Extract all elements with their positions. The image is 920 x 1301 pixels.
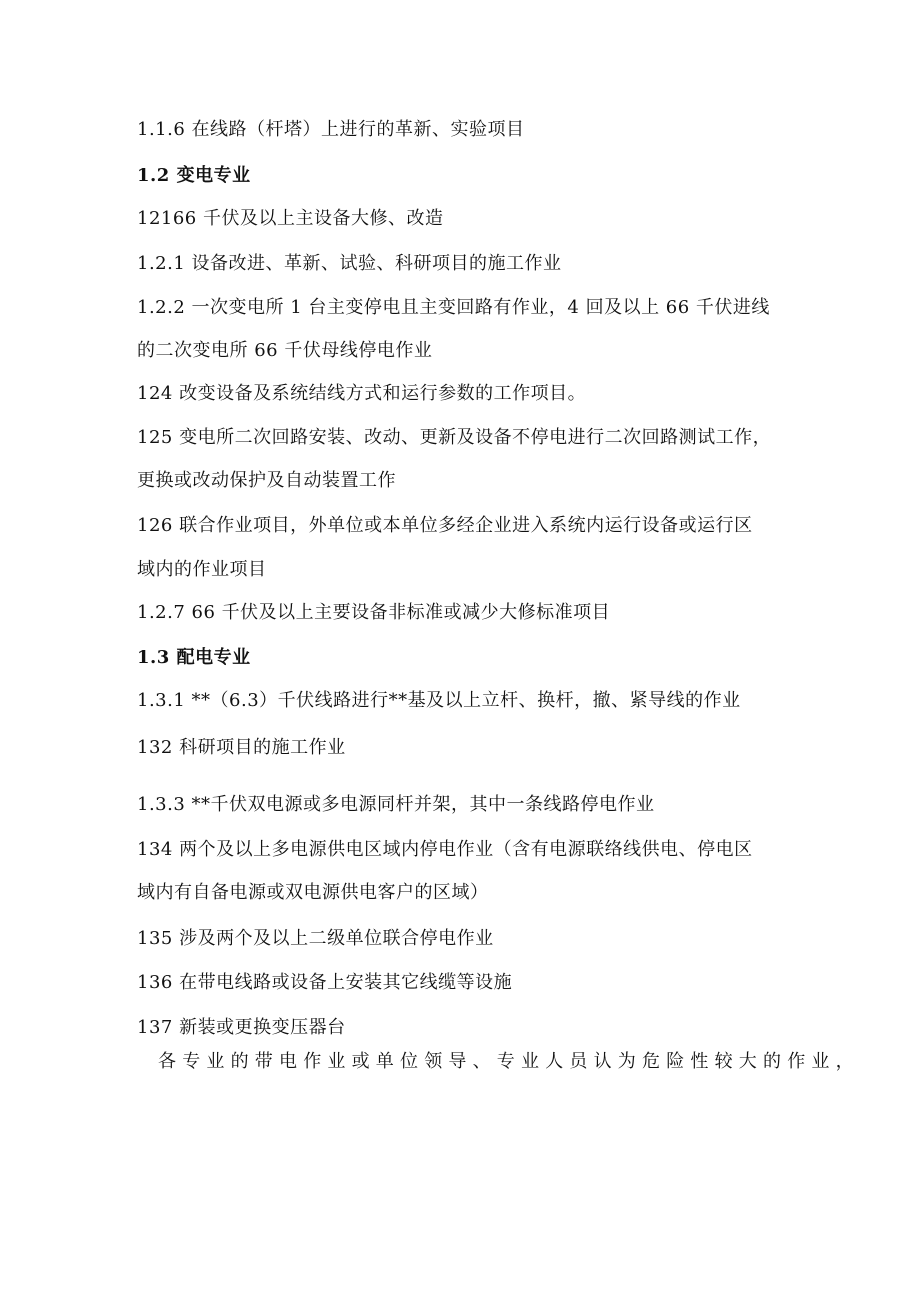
text-line-1-2-2: 1.2.2 一次变电所 1 台主变停电且主变回路有作业，4 回及以上 66 千伏进线 xyxy=(137,297,770,318)
section-heading-1-2: 1.2 变电专业 xyxy=(137,165,251,186)
paragraph-live-work: 各专业的带电作业或单位领导、专业人员认为危险性较大的作业， xyxy=(158,1051,860,1072)
text-line-137: 137 新装或更换变压器台 xyxy=(137,1017,346,1038)
text-line-136: 136 在带电线路或设备上安装其它线缆等设施 xyxy=(137,972,513,993)
text-line-126: 126 联合作业项目，外单位或本单位多经企业进入系统内运行设备或运行区 xyxy=(137,515,753,536)
text-line-1-2-7: 1.2.7 66 千伏及以上主要设备非标准或减少大修标准项目 xyxy=(137,602,611,623)
text-line-12166: 12166 千伏及以上主设备大修、改造 xyxy=(137,208,444,229)
text-line-125-cont: 更换或改动保护及自动装置工作 xyxy=(137,470,396,491)
section-heading-1-3: 1.3 配电专业 xyxy=(137,647,251,668)
text-line-134: 134 两个及以上多电源供电区域内停电作业（含有电源联络线供电、停电区 xyxy=(137,839,753,860)
text-line-126-cont: 域内的作业项目 xyxy=(137,559,267,580)
text-line-1-3-1: 1.3.1 **（6.3）千伏线路进行**基及以上立杆、换杆，撤、紧导线的作业 xyxy=(137,690,741,711)
text-line-1-2-1: 1.2.1 设备改进、革新、试验、科研项目的施工作业 xyxy=(137,253,562,274)
text-line-124: 124 改变设备及系统结线方式和运行参数的工作项目。 xyxy=(137,383,587,404)
text-line-1-2-2-cont: 的二次变电所 66 千伏母线停电作业 xyxy=(137,340,433,361)
text-line-1-1-6: 1.1.6 在线路（杆塔）上进行的革新、实验项目 xyxy=(137,119,525,140)
text-line-132: 132 科研项目的施工作业 xyxy=(137,737,346,758)
text-line-134-cont: 域内有自备电源或双电源供电客户的区域） xyxy=(137,882,489,903)
text-line-1-3-3: 1.3.3 **千伏双电源或多电源同杆并架，其中一条线路停电作业 xyxy=(137,794,655,815)
text-line-125: 125 变电所二次回路安装、改动、更新及设备不停电进行二次回路测试工作， xyxy=(137,427,772,448)
text-line-135: 135 涉及两个及以上二级单位联合停电作业 xyxy=(137,928,494,949)
